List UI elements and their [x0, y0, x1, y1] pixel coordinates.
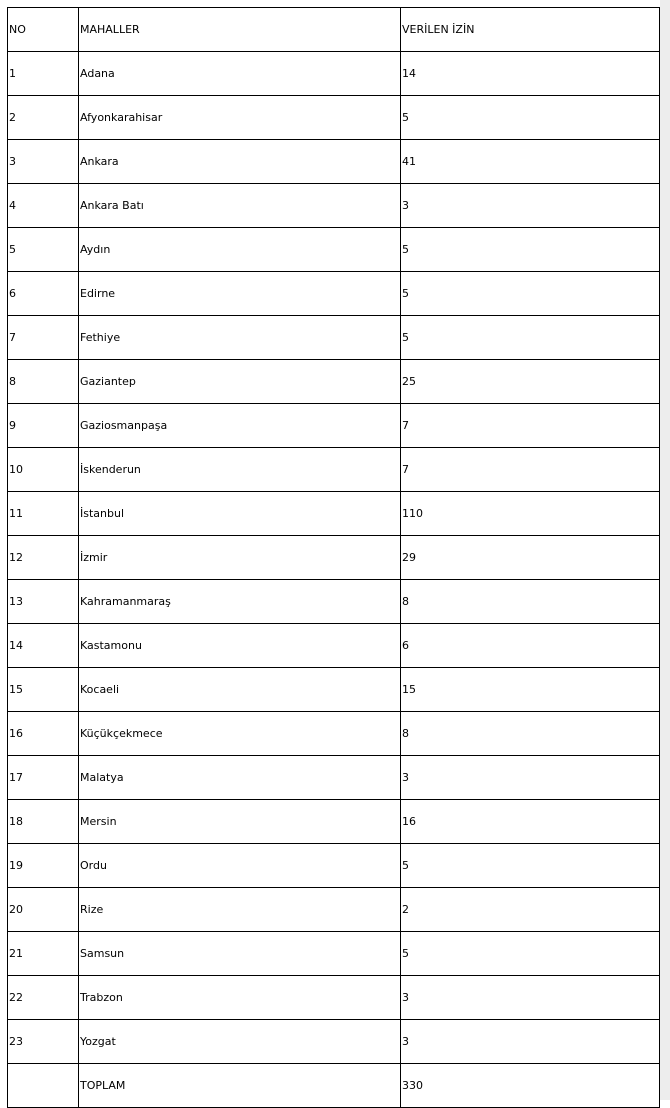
- row-no-cell: 17: [8, 756, 79, 800]
- row-no-cell: 6: [8, 272, 79, 316]
- table-row: [8, 52, 660, 96]
- row-no-cell: 9: [8, 404, 79, 448]
- row-no-cell: 5: [8, 228, 79, 272]
- row-permits-cell: 8: [401, 580, 660, 624]
- row-region-cell: Afyonkarahisar: [79, 96, 401, 140]
- table-row: [8, 536, 660, 580]
- table-row: [8, 888, 660, 932]
- row-no-cell: 11: [8, 492, 79, 536]
- row-no-cell: 19: [8, 844, 79, 888]
- row-no-cell: 14: [8, 624, 79, 668]
- row-region-cell: Malatya: [79, 756, 401, 800]
- row-region-cell: Samsun: [79, 932, 401, 976]
- row-permits-cell: 5: [401, 96, 660, 140]
- row-permits-cell: 15: [401, 668, 660, 712]
- row-region-cell: Ankara Batı: [79, 184, 401, 228]
- row-region-cell: Ordu: [79, 844, 401, 888]
- table-row: [8, 272, 660, 316]
- row-region-cell: Kahramanmaraş: [79, 580, 401, 624]
- right-edge-shade: [660, 0, 670, 1100]
- row-no-cell: 7: [8, 316, 79, 360]
- table-row: [8, 932, 660, 976]
- row-region-cell: Trabzon: [79, 976, 401, 1020]
- table-row: [8, 800, 660, 844]
- table-row: [8, 448, 660, 492]
- row-permits-cell: 5: [401, 844, 660, 888]
- row-permits-cell: 7: [401, 448, 660, 492]
- table-row: [8, 140, 660, 184]
- total-value: 330: [401, 1064, 660, 1108]
- row-region-cell: Rize: [79, 888, 401, 932]
- row-permits-cell: 3: [401, 184, 660, 228]
- row-permits-cell: 7: [401, 404, 660, 448]
- row-no-cell: 18: [8, 800, 79, 844]
- row-no-cell: 1: [8, 52, 79, 96]
- row-no-cell: 4: [8, 184, 79, 228]
- row-region-cell: Gaziantep: [79, 360, 401, 404]
- row-no-cell: 2: [8, 96, 79, 140]
- row-permits-cell: 8: [401, 712, 660, 756]
- row-region-cell: Fethiye: [79, 316, 401, 360]
- row-permits-cell: 5: [401, 316, 660, 360]
- row-region-cell: Kastamonu: [79, 624, 401, 668]
- row-no-cell: 12: [8, 536, 79, 580]
- row-permits-cell: 41: [401, 140, 660, 184]
- header-region: MAHALLER: [79, 8, 401, 52]
- row-permits-cell: 2: [401, 888, 660, 932]
- row-permits-cell: 5: [401, 932, 660, 976]
- row-region-cell: İzmir: [79, 536, 401, 580]
- table-row: [8, 228, 660, 272]
- row-no-cell: 21: [8, 932, 79, 976]
- row-region-cell: Yozgat: [79, 1020, 401, 1064]
- row-permits-cell: 6: [401, 624, 660, 668]
- row-no-cell: 3: [8, 140, 79, 184]
- row-no-cell: 10: [8, 448, 79, 492]
- row-permits-cell: 5: [401, 272, 660, 316]
- table-row: [8, 1020, 660, 1064]
- table-row: [8, 96, 660, 140]
- header-permits: VERİLEN İZİN: [401, 8, 660, 52]
- row-no-cell: 16: [8, 712, 79, 756]
- row-region-cell: Aydın: [79, 228, 401, 272]
- table-row: [8, 492, 660, 536]
- row-region-cell: Mersin: [79, 800, 401, 844]
- row-no-cell: 23: [8, 1020, 79, 1064]
- row-permits-cell: 5: [401, 228, 660, 272]
- row-region-cell: Kocaeli: [79, 668, 401, 712]
- row-permits-cell: 25: [401, 360, 660, 404]
- row-permits-cell: 3: [401, 976, 660, 1020]
- row-region-cell: Adana: [79, 52, 401, 96]
- table-row: [8, 360, 660, 404]
- table-row: [8, 404, 660, 448]
- row-permits-cell: 29: [401, 536, 660, 580]
- table-row: [8, 624, 660, 668]
- row-no-cell: 8: [8, 360, 79, 404]
- table-row: [8, 668, 660, 712]
- total-row: [8, 1064, 660, 1108]
- row-no-cell: 13: [8, 580, 79, 624]
- row-no-cell: 22: [8, 976, 79, 1020]
- row-region-cell: İskenderun: [79, 448, 401, 492]
- row-region-cell: Gaziosmanpaşa: [79, 404, 401, 448]
- total-no: [8, 1064, 79, 1108]
- table-row: [8, 184, 660, 228]
- table-header-row: [8, 8, 660, 52]
- row-no-cell: 20: [8, 888, 79, 932]
- table-body: [8, 52, 660, 1064]
- row-permits-cell: 110: [401, 492, 660, 536]
- row-permits-cell: 3: [401, 756, 660, 800]
- table-row: [8, 316, 660, 360]
- table-row: [8, 844, 660, 888]
- row-permits-cell: 16: [401, 800, 660, 844]
- row-region-cell: Ankara: [79, 140, 401, 184]
- row-region-cell: Küçükçekmece: [79, 712, 401, 756]
- row-permits-cell: 14: [401, 52, 660, 96]
- row-no-cell: 15: [8, 668, 79, 712]
- table-row: [8, 756, 660, 800]
- table-row: [8, 976, 660, 1020]
- total-label: TOPLAM: [79, 1064, 401, 1108]
- row-region-cell: Edirne: [79, 272, 401, 316]
- row-permits-cell: 3: [401, 1020, 660, 1064]
- header-no: NO: [8, 8, 79, 52]
- row-region-cell: İstanbul: [79, 492, 401, 536]
- table-row: [8, 712, 660, 756]
- table-row: [8, 580, 660, 624]
- permits-table: [7, 7, 660, 1108]
